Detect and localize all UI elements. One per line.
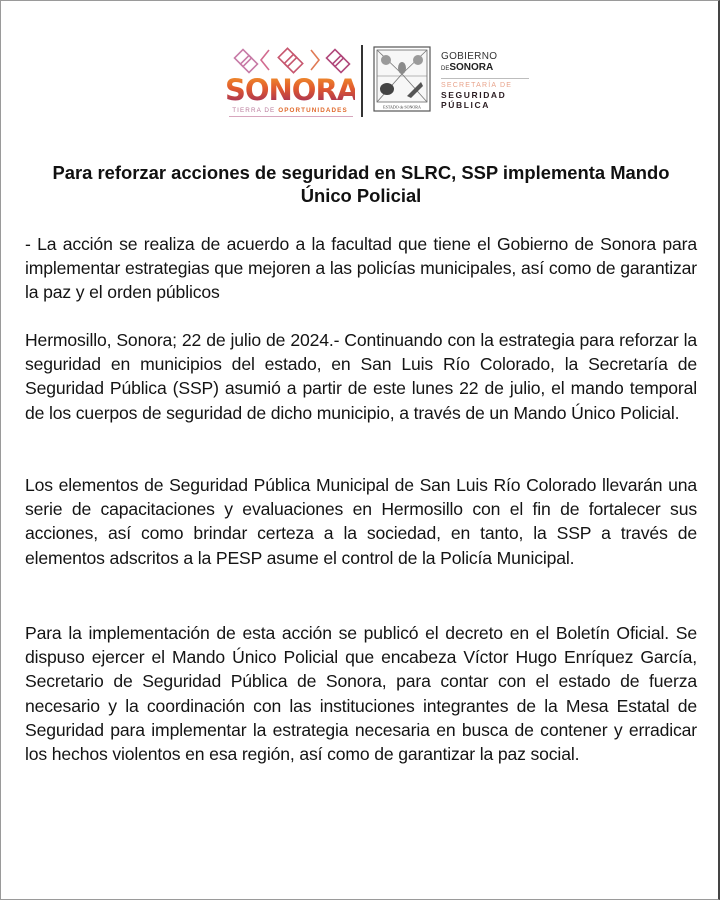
sonora-pattern-icon <box>231 46 353 76</box>
body-paragraph-1: Hermosillo, Sonora; 22 de julio de 2024.- Continuando con la estrategia para reforzar la seguridad en municipios del estado, en San Luis Río Colorado, la Secretaría de Seguridad Pública (SSP) asumió a partir de este lunes 22 de julio, el mando temporal de los cuerpos de seguridad de dicho municipio, a través de un Mando Único Policial. <box>25 330 697 423</box>
sonora-tagline <box>225 107 355 114</box>
tagline-underline <box>229 116 353 117</box>
state-coat-of-arms-icon <box>373 46 431 112</box>
agency-line-seguridad: SEGURIDAD <box>441 90 507 100</box>
tagline-light: TIERRA DE <box>232 107 276 114</box>
logo-divider <box>361 45 363 117</box>
agency-name-block <box>441 51 531 110</box>
body-paragraph-2: Los elementos de Seguridad Pública Municipal de San Luis Río Colorado llevarán una serie de capacitaciones y evaluaciones en Hermosillo con el fin de fortalecer sus acciones, así como brindar certeza a la sociedad, en tanto, la SSP a través de elementos adscritos a la PESP asume el control de la Policía Municipal. <box>25 475 697 568</box>
agency-line-sonora-bold: SONORA <box>449 62 494 73</box>
tagline-bold: OPORTUNIDADES <box>278 107 348 114</box>
sonora-logo <box>223 41 358 116</box>
agency-line-publica: PÚBLICA <box>441 100 490 110</box>
agency-line-gobierno: GOBIERNO <box>441 51 498 62</box>
press-release-title: Para reforzar acciones de seguridad en SLRC, SSP implementa Mando Único Policial <box>52 162 670 206</box>
lead-paragraph: - La acción se realiza de acuerdo a la facultad que tiene el Gobierno de Sonora para implementar estrategias que mejoren a las policías municipales, así como de garantizar la paz y el orden públicos <box>25 234 697 303</box>
agency-rule <box>441 78 529 79</box>
agency-line-de: DE <box>441 66 450 72</box>
header-logos <box>223 41 523 121</box>
shield-caption: ESTADO de SONORA <box>383 104 421 110</box>
agency-line-secretaria: SECRETARÍA DE <box>441 82 513 89</box>
sonora-wordmark: SONORA <box>225 73 359 107</box>
agency-line-sonora <box>441 62 531 75</box>
body-paragraph-3: Para la implementación de esta acción se publicó el decreto en el Boletín Oficial. Se dispuso ejercer el Mando Único Policial que encabeza Víctor Hugo Enríquez García, Secretario de Seguridad Pública de Sonora, para contar con el estado de fuerza necesario y la coordinación con las instituciones integrantes de la Mesa Estatal de Seguridad para implementar la estrategia necesaria en busca de contener y erradicar los hechos violentos en esa región, así como de garantizar la paz social. <box>25 623 697 765</box>
